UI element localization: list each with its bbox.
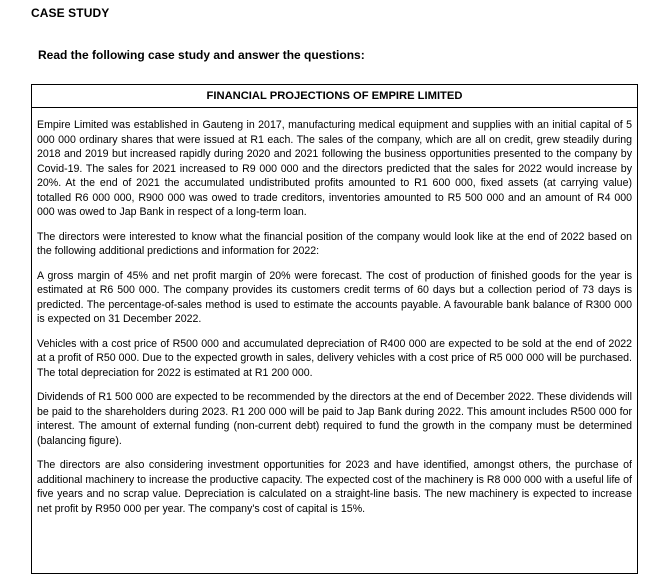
- paragraph-company-background: Empire Limited was established in Gauteng in 2017, manufacturing medical equipment and supplies with an initial capital of 5 000 000 ordinary shares that were issued at R1 each. The sales of the company, which are all on credit, grew steadily during 2018 and 2019 but increased rapidly during 2020 and 2021 following the business opportunities presented to the company by Covid-19. The sales for 2021 increased to R9 000 000 and the directors predicted that the sales for 2022 would increase by 20%. At the end of 2021 the accumulated undistributed profits amounted to R1 600 000, fixed assets (at carrying value) totalled R6 000 000, R900 000 was owed to trade creditors, inventories amounted to R5 500 000 and an amount of R4 000 000 was owed to Jap Bank in respect of a long-term loan.: [37, 119, 632, 218]
- paragraph-margins-forecast: A gross margin of 45% and net profit margin of 20% were forecast. The cost of production of finished goods for the year is estimated at R6 500 000. The company provides its customers credit terms of 60 days but a collection period of 73 days is predicted. The percentage-of-sales method is used to estimate the accounts payable. A favourable bank balance of R300 000 is expected on 31 December 2022.: [37, 269, 632, 325]
- page-heading: CASE STUDY: [31, 6, 110, 20]
- paragraph-vehicles: Vehicles with a cost price of R500 000 and accumulated depreciation of R400 000 are expected to be sold at the end of 2022 at a profit of R50 000. Due to the expected growth in sales, delivery vehicles with a cost price of R5 000 000 will be purchased. The total depreciation for 2022 is estimated at R1 200 000.: [37, 337, 632, 379]
- paragraph-directors-interest: The directors were interested to know what the financial position of the company would look like at the end of 2022 based on the following additional predictions and information for 2022:: [37, 230, 632, 257]
- case-study-title: FINANCIAL PROJECTIONS OF EMPIRE LIMITED: [32, 85, 637, 108]
- paragraph-investment: The directors are also considering investment opportunities for 2023 and have identified, amongst others, the purchase of additional machinery to increase the productive capacity. The expected cost of the machinery is R8 000 000 with a useful life of five years and no scrap value. Depreciation is calculated on a straight-line basis. The new machinery is expected to increase net profit by R950 000 per year. The company's cost of capital is 15%.: [37, 459, 632, 515]
- case-study-box: [31, 84, 638, 574]
- case-study-body: [32, 108, 637, 516]
- instruction-text: Read the following case study and answer the questions:: [38, 48, 365, 62]
- paragraph-dividends: Dividends of R1 500 000 are expected to be recommended by the directors at the end of December 2022. These dividends will be paid to the shareholders during 2023. R1 200 000 will be paid to Jap Bank during 2022. This amount includes R500 000 for interest. The amount of external funding (non-current debt) required to fund the growth in the company must be determined (balancing figure).: [37, 391, 632, 447]
